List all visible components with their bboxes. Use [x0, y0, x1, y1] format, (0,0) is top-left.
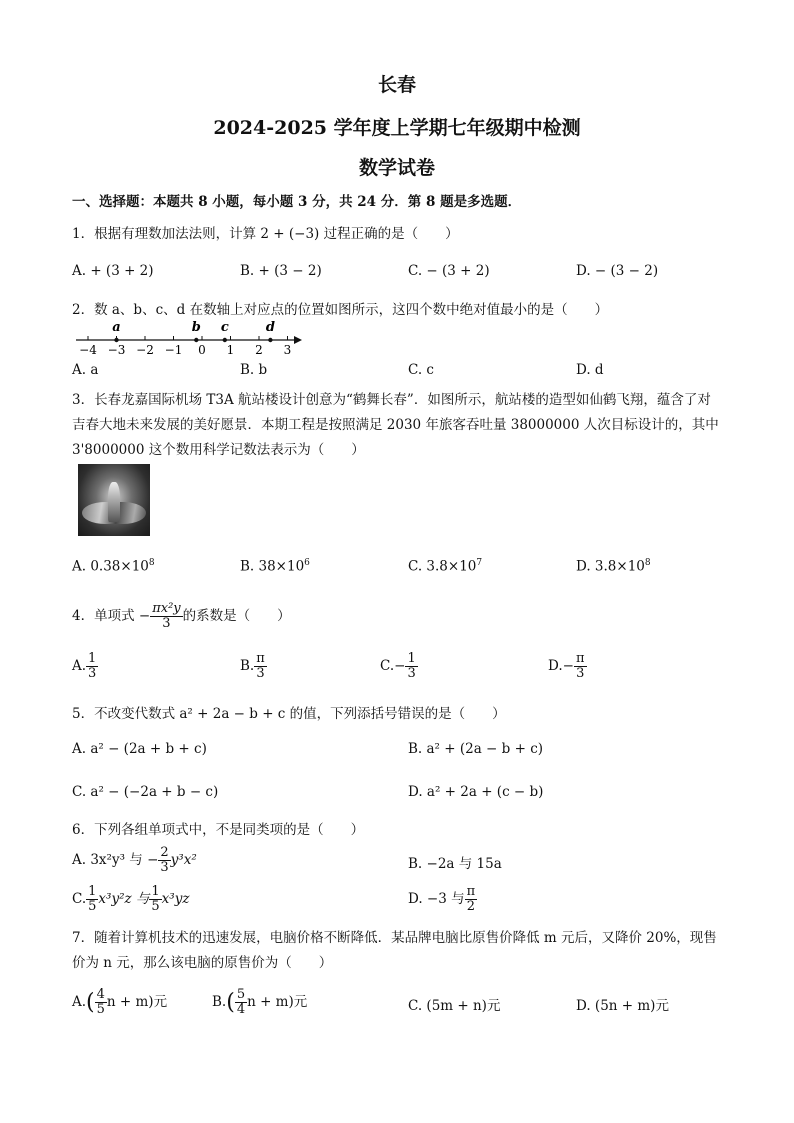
q7-option-a: A.( $\frac{4}{5}$ n + m)元 — [72, 987, 168, 1017]
number-line-tick-label: −3 — [107, 343, 126, 357]
q3-option-d: D. $3.8\times 10^8$ — [576, 558, 651, 575]
number-line-point — [268, 338, 272, 342]
question-1-stem: 1．根据有理数加法法则，计算 2 + (−3) 过程正确的是（ ） — [72, 226, 459, 242]
number-line-tick-label: 2 — [255, 343, 263, 357]
question-4-stem: 4．单项式 − $\frac{\text{πx²y}}{3}$ 的系数是（ ） — [72, 601, 291, 631]
q1-option-b: B. + (3 − 2) — [240, 263, 322, 279]
number-line-point-label: d — [265, 320, 275, 335]
q7-option-d: D. (5n + m)元 — [576, 998, 669, 1014]
q7-option-b: B.( $\frac{5}{4}$ n + m)元 — [212, 987, 308, 1017]
q5-option-b: B. a² + (2a − b + c) — [408, 741, 544, 757]
q5-option-d: D. a² + 2a + (c − b) — [408, 784, 544, 800]
number-line-point — [223, 338, 227, 342]
q6-option-a: A. 3x²y³ 与 − $\frac{2}{3}$ y³x² — [72, 845, 197, 875]
q3-option-a: A. $0.38\times 10^8$ — [72, 558, 155, 575]
q1-option-d: D. − (3 − 2) — [576, 263, 659, 279]
number-line-arrow — [294, 336, 302, 344]
q5-option-c: C. a² − (−2a + b − c) — [72, 784, 219, 800]
airport-terminal-photo — [78, 464, 150, 536]
number-line-point-label: c — [220, 320, 229, 335]
q3-option-b: B. $38\times 10^6$ — [240, 558, 310, 575]
q6-option-b: B. −2a 与 15a — [408, 856, 502, 872]
number-line-tick-label: 0 — [198, 343, 206, 357]
q1-option-c: C. − (3 + 2) — [408, 263, 490, 279]
q4-option-a: A. $\frac{1}{3}$ — [72, 651, 97, 681]
number-line-point-label: a — [112, 320, 121, 335]
q7-option-c: C. (5m + n)元 — [408, 998, 501, 1014]
city-title: 长春 — [377, 74, 416, 96]
q6-option-c: C. $\frac{1}{5}$ x³y²z 与 $\frac{1}{5}$ x³yz — [72, 884, 190, 914]
number-line-tick-label: 3 — [283, 343, 292, 357]
question-7-stem: 7．随着计算机技术的迅速发展，电脑价格不断降低．某品牌电脑比原售价降低 m 元后，又降价 20%，现售价为 n 元，那么该电脑的原售价为（ ） — [72, 930, 717, 971]
q2-option-c: C. c — [408, 362, 434, 378]
q4-option-c: C.− $\frac{1}{3}$ — [380, 651, 416, 681]
question-2-stem: 2．数 a、b、c、d 在数轴上对应点的位置如图所示，这四个数中绝对值最小的是（ ） — [72, 302, 609, 318]
q4-option-d: D.− $\frac{\pi}{3}$ — [548, 651, 585, 681]
question-5-stem: 5．不改变代数式 a² + 2a − b + c 的值，下列添括号错误的是（ ） — [72, 706, 506, 722]
section-heading: 一、选择题：本题共 8 小题，每小题 3 分，共 24 分．第 8 题是多选题． — [72, 194, 522, 210]
number-line-tick-label: 1 — [226, 343, 235, 357]
number-line-tick-label: −4 — [79, 343, 97, 357]
number-line-point — [114, 338, 118, 342]
q2-option-b: B. b — [240, 362, 268, 378]
q3-option-c: C. $3.8\times 10^7$ — [408, 558, 483, 575]
number-line-tick-label: −2 — [136, 343, 154, 357]
number-line-point — [194, 338, 198, 342]
q4-option-b: B. $\frac{\pi}{3}$ — [240, 651, 265, 681]
question-6-stem: 6．下列各组单项式中，不是同类项的是（ ） — [72, 822, 365, 838]
number-line-figure — [72, 318, 308, 358]
number-line-tick-label: −1 — [164, 343, 183, 357]
subject-title: 数学试卷 — [358, 157, 435, 179]
q5-option-a: A. a² − (2a + b + c) — [72, 741, 207, 757]
q2-option-a: A. a — [72, 362, 99, 378]
q1-option-a: A. + (3 + 2) — [72, 263, 154, 279]
number-line-point-label: b — [191, 320, 201, 335]
q2-option-d: D. d — [576, 362, 604, 378]
exam-title: 2024-2025 学年度上学期七年级期中检测 — [213, 117, 581, 139]
q6-option-d: D. −3 与 $\frac{\pi}{2}$ — [408, 884, 476, 914]
question-3-stem: 3．长春龙嘉国际机场 T3A 航站楼设计创意为“鹤舞长春”．如图所示，航站楼的造型如仙鹤飞翔，蕴含了对吉春大地未来发展的美好愿景．本期工程是按照满足 2030 年旅客吞吐量 38000000 人次目标设计的，其中 3'8000000 这个数用科学记数法表示为（ ） — [72, 392, 719, 458]
